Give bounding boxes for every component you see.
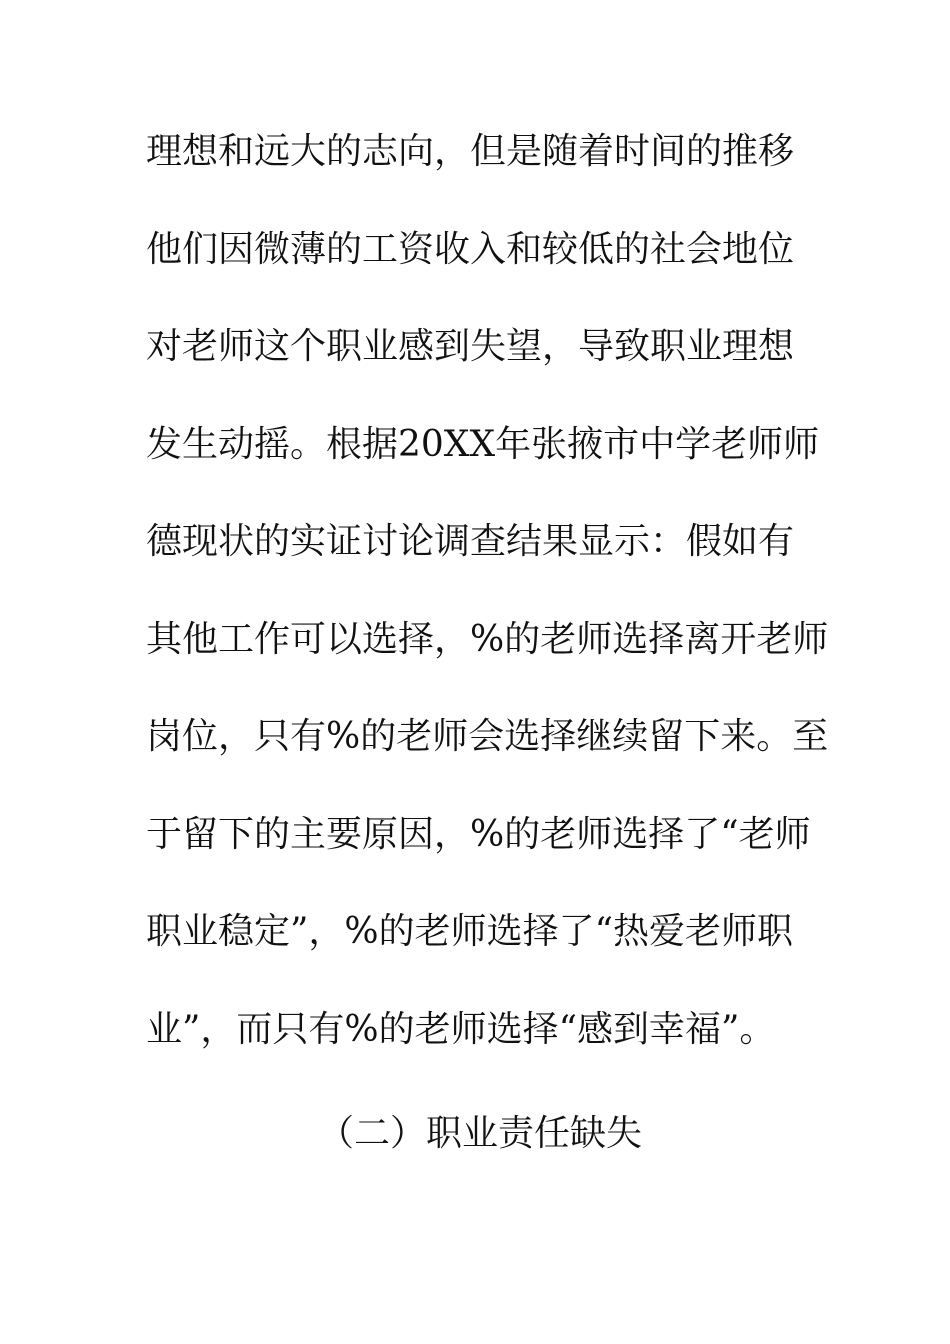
paragraph-line: 岗位，只有%的老师会选择继续留下来。至 xyxy=(146,716,829,757)
paragraph-line: 于留下的主要原因，%的老师选择了“老师 xyxy=(146,813,811,855)
paragraph-line: 对老师这个职业感到失望，导致职业理想 xyxy=(146,326,795,367)
body-paragraph xyxy=(146,118,829,1093)
paragraph-line: 职业稳定”，%的老师选择了“热爱老师职 xyxy=(146,911,794,952)
paragraph-line: 他们因微薄的工资收入和较低的社会地位 xyxy=(146,228,795,270)
paragraph-line: 理想和远大的志向，但是随着时间的推移 xyxy=(146,131,795,172)
paragraph-line: 业”，而只有%的老师选择“感到幸福”。 xyxy=(146,1008,776,1050)
section-heading: （二）职业责任缺失 xyxy=(318,1113,643,1154)
paragraph-line: 德现状的实证讨论调查结果显示：假如有 xyxy=(146,521,795,562)
paragraph-line: 发生动摇。根据20XX年张掖市中学老师师 xyxy=(146,423,820,465)
paragraph-line: 其他工作可以选择，%的老师选择离开老师 xyxy=(146,618,829,660)
